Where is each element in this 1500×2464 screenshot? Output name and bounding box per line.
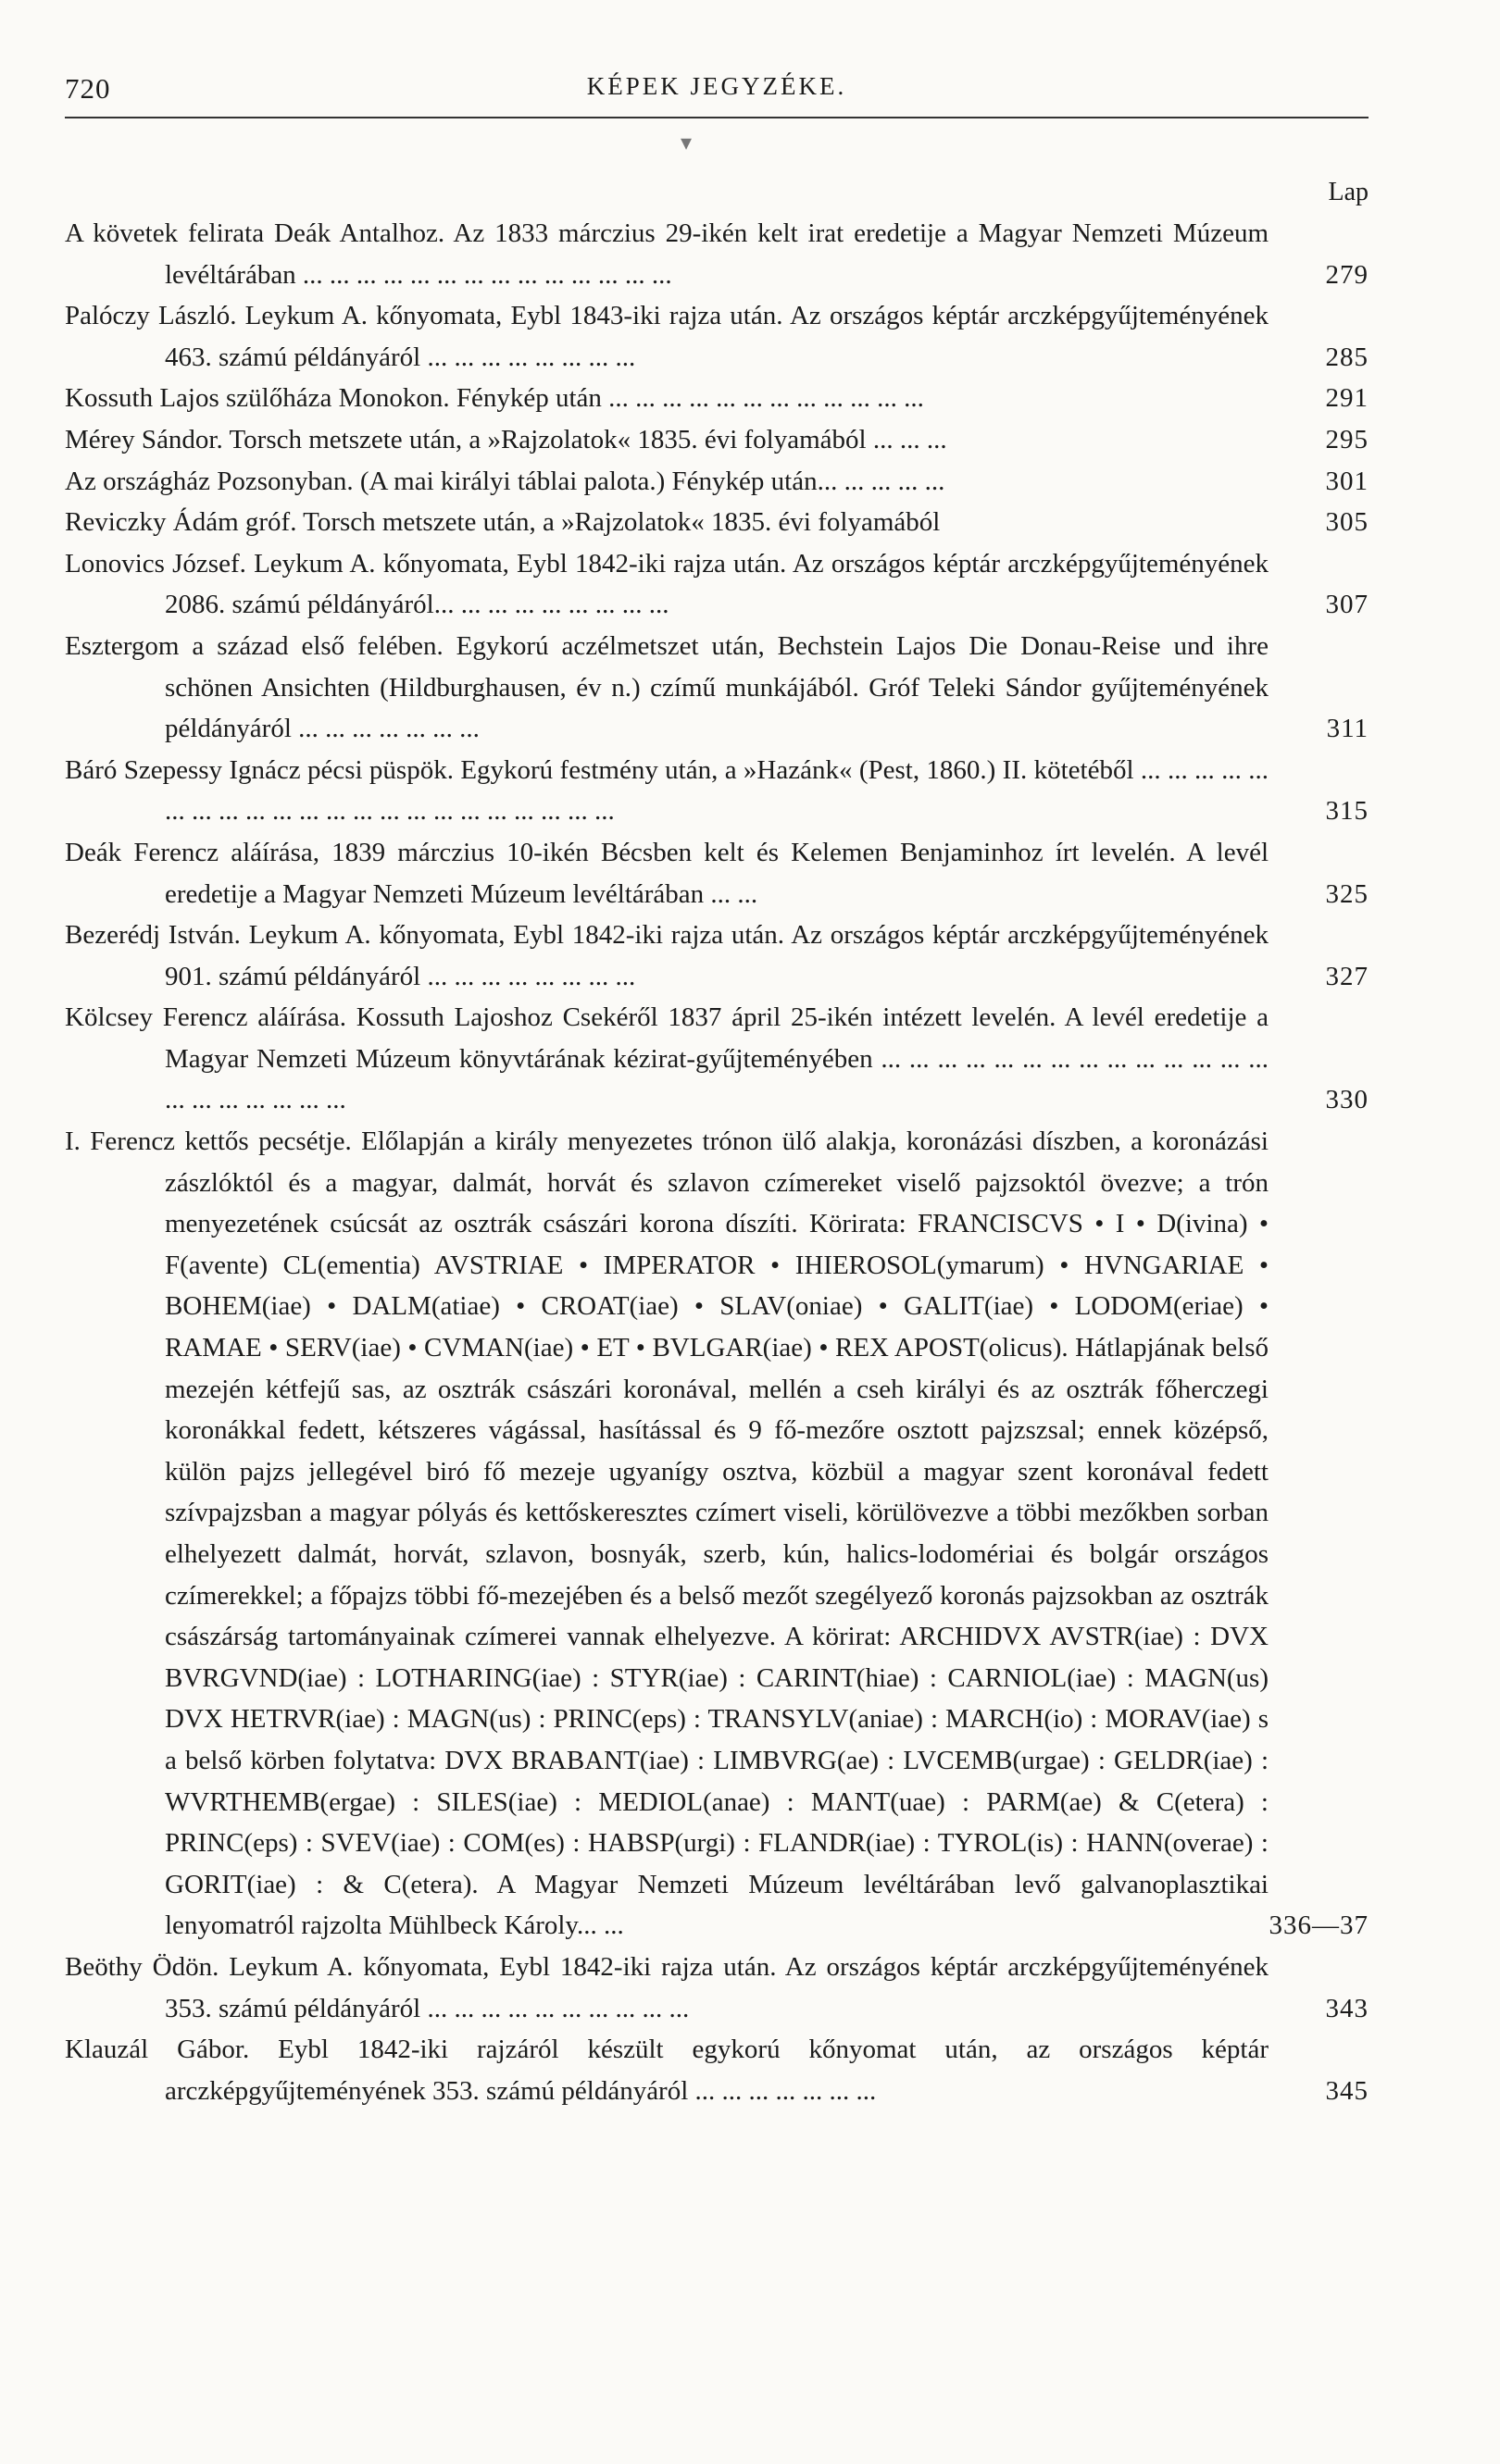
ink-speck: ▾ xyxy=(681,131,693,156)
entry-page-number: 325 xyxy=(1325,878,1369,909)
list-item xyxy=(65,626,1369,750)
entry-caption: Esztergom a század első felében. Egykorú aczélmetszet után, Bechstein Lajos Die Donau-Reise und ihre schönen Ansichten (Hildburghausen, év n.) czímű munkájából. Gróf Teleki Sándor gyűjteményének példányáról ... ... ... ... ... ... ... xyxy=(65,630,1269,744)
entry-caption: Bezerédj István. Leykum A. kőnyomata, Eybl 1842-iki rajza után. Az országos képtár arczképgyűjteményének 901. számú példányáról ... ... ... ... ... ... ... ... xyxy=(65,920,1269,991)
entry-page-number: 336—37 xyxy=(1269,1910,1369,1941)
entry-caption: Báró Szepessy Ignácz pécsi püspök. Egykorú festmény után, a »Hazánk« (Pest, 1860.) II. kötetéből ... ... ... ... ... ... ... ... ... ... ... ... ... ... ... ... ... ... ... ... ... ... xyxy=(65,754,1269,827)
entry-caption: Klauzál Gábor. Eybl 1842-iki rajzáról készült egykorú kőnyomat után, az országos képtár arczképgyűjteményének 353. számú példányáról ... ... ... ... ... ... ... xyxy=(65,2035,1269,2106)
list-item xyxy=(65,915,1369,997)
entry-page-number: 279 xyxy=(1325,259,1369,290)
entry-caption: I. Ferencz kettős pecsétje. Előlapján a király menyezetes trónon ülő alakja, koronázási díszben, a koronázási zászlóktól és a magyar, dalmát, horvát és szlavon czímereket viselő pajzsoktól övezve; a trón menyezetének csúcsát az osztrák császári korona díszíti. Körirata: FRANCISCVS • I • D(ivina) • F(avente) CL(ementia) AVSTRIAE • IMPERATOR • IHIEROSOL(ymarum) • HVNGARIAE • BOHEM(iae) • DALM(atiae) • CROAT(iae) • SLAV(oniae) • GALIT(iae) • LODOM(eriae) • RAMAE • SERV(iae) • CVMAN(iae) • ET • BVLGAR(iae) • REX APOST(olicus). Hátlapjának belső mezején kétfejű sas, az osztrák császári koronával, mellén a cseh királyi és az osztrák főherczegi koronákkal fedett, kétszeres vágással, hasítással és 9 fő-mezőre osztott pajzszsal; ennek középső, külön pajzs jellegével biró fő mezeje ugyanígy osztva, közbül a magyar szent koronával fedett szívpajzsban a magyar pólyás és kettőskeresztes czímert viseli, körülövezve a többi mezőkben sorban elhelyezett dalmát, horvát, szlavon, bosnyák, szerb, kún, halics-lodomériai és bolgár országos czímerekkel; a főpajzs többi fő-mezejében és a belső mezőt szegélyező koronás pajzsokban az osztrák császárság tartományainak czímerei vannak elhelyezve. A körirat: ARCHIDVX AVSTR(iae) : DVX BVRGVND(iae) : LOTHARING(iae) : STYR(iae) : CARINT(hiae) : CARNIOL(iae) : MAGN(us) DVX HETRVR(iae) : MAGN(us) : PRINC(eps) : TRANSYLV(aniae) : MARCH(io) : MORAV(iae) s a belső körben folytatva: DVX BRABANT(iae) : LIMBVRG(ae) : LVCEMB(urgae) : GELDR(iae) : WVRTHEMB(ergae) : SILES(iae) : MEDIOL(anae) : MANT(uae) : PARM(ae) & C(etera) : PRINC(eps) : SVEV(iae) : COM(es) : HABSP(urgi) : FLANDR(iae) : TYROL(is) : HANN(overae) : GORIT(iae) : & C(etera). A Magyar Nemzeti Múzeum levéltárában levő galvanoplasztikai lenyomatról rajzolta Mühlbeck Károly... ... xyxy=(65,1126,1269,1941)
list-item xyxy=(65,461,1369,503)
running-title: KÉPEK JEGYZÉKE. xyxy=(586,72,847,100)
entry-caption: Deák Ferencz aláírása, 1839 márczius 10-ikén Bécsben kelt és Kelemen Benjaminhoz írt levelén. A levél eredetije a Magyar Nemzeti Múzeum levéltárában ... ... xyxy=(65,837,1269,909)
entry-page-number: 305 xyxy=(1325,507,1369,538)
entry-page-number: 311 xyxy=(1326,714,1369,744)
entry-page-number: 315 xyxy=(1325,796,1369,827)
entry-page-number: 327 xyxy=(1325,961,1369,991)
entry-page-number: 295 xyxy=(1325,424,1369,454)
list-item xyxy=(65,502,1369,543)
list-item xyxy=(65,419,1369,461)
list-item xyxy=(65,295,1369,378)
entry-caption: Palóczy László. Leykum A. kőnyomata, Eybl 1843-iki rajza után. Az országos képtár arczképgyűjteményének 463. számú példányáról ... ... ... ... ... ... ... ... xyxy=(65,301,1269,372)
entry-caption: Kölcsey Ferencz aláírása. Kossuth Lajoshoz Csekéről 1837 ápril 25-ikén intézett levelén. A levél eredetije a Magyar Nemzeti Múzeum könyvtárának kézirat-gyűjteményében ... ... ... ... ... ... ... ... ... ... ... ... ... ... ... ... ... ... ... ... ... xyxy=(65,1002,1269,1115)
entry-page-number: 345 xyxy=(1325,2075,1369,2106)
list-item xyxy=(65,832,1369,915)
entry-page-number: 307 xyxy=(1325,590,1369,620)
entry-caption: A követek felirata Deák Antalhoz. Az 1833 márczius 29-ikén kelt irat eredetije a Magyar Nemzeti Múzeum levéltárában ... ... ... ... ... ... ... ... ... ... ... ... ... ... xyxy=(65,218,1269,290)
list-item xyxy=(65,378,1369,419)
list-item xyxy=(65,750,1369,832)
list-item xyxy=(65,1121,1369,1947)
entry-caption: Kossuth Lajos szülőháza Monokon. Fénykép után ... ... ... ... ... ... ... ... ... ... ... ... xyxy=(65,383,924,414)
illustration-list xyxy=(65,213,1369,2111)
list-item xyxy=(65,1947,1369,2029)
list-item xyxy=(65,543,1369,626)
entry-page-number: 291 xyxy=(1325,383,1369,414)
running-head xyxy=(65,65,1369,118)
list-item xyxy=(65,997,1369,1121)
lap-column-label: Lap xyxy=(1328,178,1369,206)
entry-caption: Beöthy Ödön. Leykum A. kőnyomata, Eybl 1842-iki rajza után. Az országos képtár arczképgyűjteményének 353. számú példányáról ... ... ... ... ... ... ... ... ... ... xyxy=(65,1951,1269,2023)
entry-page-number: 301 xyxy=(1325,466,1369,496)
list-item xyxy=(65,2029,1369,2111)
entry-page-number: 285 xyxy=(1325,342,1369,372)
entry-page-number: 343 xyxy=(1325,1993,1369,2023)
entry-caption: Lonovics József. Leykum A. kőnyomata, Eybl 1842-iki rajza után. Az országos képtár arczképgyűjteményének 2086. számú példányáról... ... ... ... ... ... ... ... ... xyxy=(65,548,1269,620)
entry-caption: Reviczky Ádám gróf. Torsch metszete után, a »Rajzolatok« 1835. évi folyamából xyxy=(65,507,941,538)
entry-caption: Az országház Pozsonyban. (A mai királyi táblai palota.) Fénykép után... ... ... ... ... xyxy=(65,466,945,496)
entry-caption: Mérey Sándor. Torsch metszete után, a »Rajzolatok« 1835. évi folyamából ... ... ... xyxy=(65,424,947,454)
page-number: 720 xyxy=(65,72,111,105)
entry-page-number: 330 xyxy=(1325,1085,1369,1115)
list-item xyxy=(65,213,1369,295)
